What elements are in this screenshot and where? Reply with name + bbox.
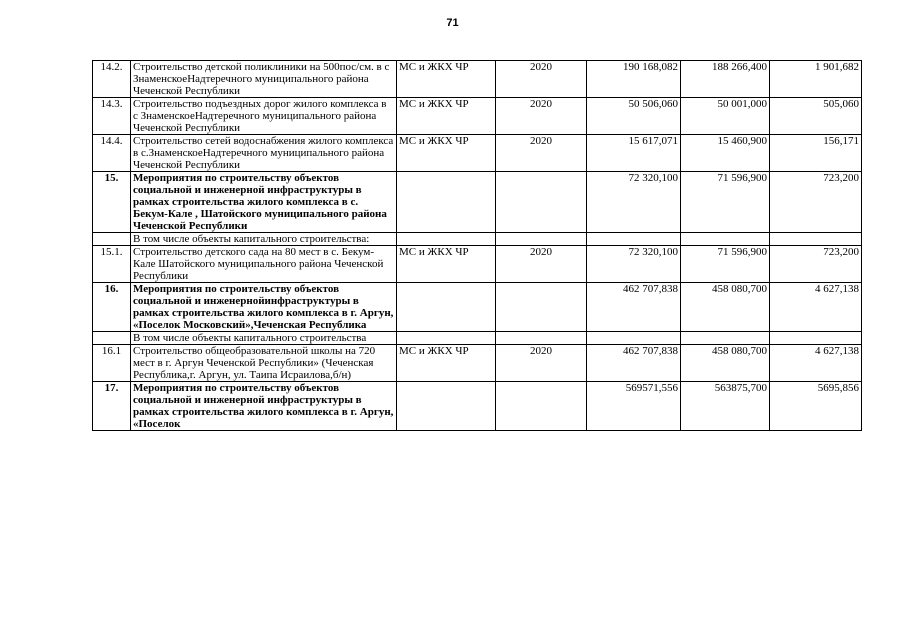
table-row (93, 283, 862, 332)
row-number-cell: 17. (93, 382, 131, 431)
total-value-cell: 462 707,838 (587, 283, 681, 332)
total-value-cell: 569571,556 (587, 382, 681, 431)
total-value-cell: 15 617,071 (587, 135, 681, 172)
total-value-cell: 72 320,100 (587, 172, 681, 233)
row-number-cell: 14.4. (93, 135, 131, 172)
regional-value-cell: 505,060 (770, 98, 862, 135)
row-name-cell: Строительство детского сада на 80 мест в с. Бекум-Кале Шатойского муниципального района Чеченской Республики (131, 246, 397, 283)
responsible-cell: МС и ЖКХ ЧР (397, 246, 496, 283)
row-number-cell: 16.1 (93, 345, 131, 382)
total-value-cell (587, 233, 681, 246)
row-number-cell: 14.3. (93, 98, 131, 135)
row-number-cell (93, 332, 131, 345)
responsible-cell (397, 283, 496, 332)
year-cell (496, 233, 587, 246)
federal-value-cell: 188 266,400 (681, 61, 770, 98)
table-row (93, 61, 862, 98)
row-name-cell: Строительство сетей водоснабжения жилого комплекса в с.ЗнаменскоеНадтеречного муниципального района Чеченской Республики (131, 135, 397, 172)
page-number: 71 (446, 17, 459, 29)
responsible-cell: МС и ЖКХ ЧР (397, 98, 496, 135)
row-name-cell: Мероприятия по строительству объектов социальной и инженернойинфраструктуры в рамках строительства жилого комплекса в г. Аргун, «Поселок Московский»,Чеченская Республика (131, 283, 397, 332)
federal-value-cell: 458 080,700 (681, 345, 770, 382)
year-cell (496, 283, 587, 332)
regional-value-cell: 5695,856 (770, 382, 862, 431)
row-number-cell (93, 233, 131, 246)
table-row (93, 332, 862, 345)
table-row (93, 172, 862, 233)
table-row (93, 135, 862, 172)
regional-value-cell: 156,171 (770, 135, 862, 172)
year-cell: 2020 (496, 246, 587, 283)
federal-value-cell: 50 001,000 (681, 98, 770, 135)
year-cell (496, 332, 587, 345)
regional-value-cell (770, 332, 862, 345)
table-row (93, 345, 862, 382)
row-number-cell: 16. (93, 283, 131, 332)
year-cell (496, 172, 587, 233)
total-value-cell (587, 332, 681, 345)
year-cell: 2020 (496, 135, 587, 172)
table-row (93, 382, 862, 431)
table-row (93, 246, 862, 283)
row-name-cell: Строительство общеобразовательной школы на 720 мест в г. Аргун Чеченской Республики» (Чеченская Республика,г. Аргун, ул. Таипа Исраилова,б/н) (131, 345, 397, 382)
federal-value-cell: 71 596,900 (681, 246, 770, 283)
regional-value-cell: 723,200 (770, 172, 862, 233)
federal-value-cell: 71 596,900 (681, 172, 770, 233)
responsible-cell (397, 233, 496, 246)
federal-value-cell (681, 332, 770, 345)
row-name-cell: Строительство подъездных дорог жилого комплекса в с ЗнаменскоеНадтеречного муниципального района Чеченской Республики (131, 98, 397, 135)
regional-value-cell (770, 233, 862, 246)
row-number-cell: 15.1. (93, 246, 131, 283)
total-value-cell: 190 168,082 (587, 61, 681, 98)
federal-value-cell: 15 460,900 (681, 135, 770, 172)
table-row (93, 233, 862, 246)
year-cell: 2020 (496, 345, 587, 382)
regional-value-cell: 4 627,138 (770, 345, 862, 382)
row-name-cell: Мероприятия по строительству объектов социальной и инженерной инфраструктуры в рамках строительства жилого комплекса в г. Аргун, «Поселок (131, 382, 397, 431)
budget-table (92, 60, 862, 431)
table-row (93, 98, 862, 135)
year-cell (496, 382, 587, 431)
row-name-cell: В том числе объекты капитального строительства (131, 332, 397, 345)
responsible-cell (397, 332, 496, 345)
regional-value-cell: 1 901,682 (770, 61, 862, 98)
total-value-cell: 462 707,838 (587, 345, 681, 382)
federal-value-cell (681, 233, 770, 246)
row-name-cell: Строительство детской поликлиники на 500пос/см. в с ЗнаменскоеНадтеречного муниципального района Чеченской Республики (131, 61, 397, 98)
row-number-cell: 14.2. (93, 61, 131, 98)
row-name-cell: В том числе объекты капитального строительства: (131, 233, 397, 246)
regional-value-cell: 723,200 (770, 246, 862, 283)
federal-value-cell: 458 080,700 (681, 283, 770, 332)
row-number-cell: 15. (93, 172, 131, 233)
responsible-cell: МС и ЖКХ ЧР (397, 135, 496, 172)
row-name-cell: Мероприятия по строительству объектов социальной и инженерной инфраструктуры в рамках строительства жилого комплекса в с. Бекум-Кале , Шатойского муниципального района Чеченской Республики (131, 172, 397, 233)
total-value-cell: 72 320,100 (587, 246, 681, 283)
responsible-cell: МС и ЖКХ ЧР (397, 345, 496, 382)
regional-value-cell: 4 627,138 (770, 283, 862, 332)
responsible-cell (397, 382, 496, 431)
federal-value-cell: 563875,700 (681, 382, 770, 431)
responsible-cell: МС и ЖКХ ЧР (397, 61, 496, 98)
responsible-cell (397, 172, 496, 233)
year-cell: 2020 (496, 61, 587, 98)
year-cell: 2020 (496, 98, 587, 135)
total-value-cell: 50 506,060 (587, 98, 681, 135)
